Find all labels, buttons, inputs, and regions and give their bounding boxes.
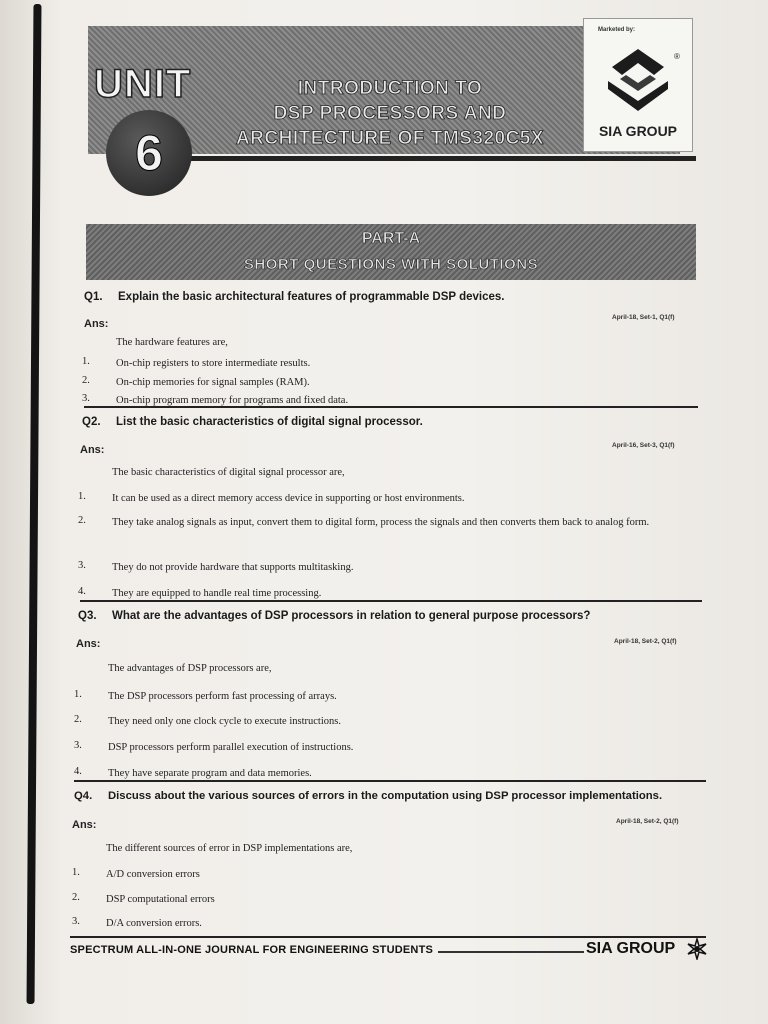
registered-mark: ® <box>674 52 680 61</box>
exam-reference: April-18, Set-1, Q1(f) <box>612 314 675 321</box>
unit-title <box>200 76 580 151</box>
question-1 <box>84 291 504 303</box>
footer-brand: SIA GROUP <box>586 940 676 957</box>
answer-label: Ans: <box>76 638 101 650</box>
question-3 <box>78 610 590 622</box>
unit-title-line-1: INTRODUCTION TO <box>297 78 483 99</box>
answer-label: Ans: <box>72 819 97 831</box>
question-2 <box>82 416 423 428</box>
logo-marketed-by: Marketed by: <box>598 27 636 33</box>
question-divider <box>80 600 702 602</box>
question-text: What are the advantages of DSP processors in relation to general purpose processors? <box>112 610 591 622</box>
exam-reference: April-18, Set-2, Q1(f) <box>614 638 677 645</box>
unit-number-badge <box>106 110 192 196</box>
answer-intro: The basic characteristics of digital signal processor are, <box>112 467 345 478</box>
question-4 <box>74 790 662 802</box>
question-number: Q2. <box>82 416 101 428</box>
logo-brand-text: SIA GROUP <box>598 123 678 139</box>
answer-label: Ans: <box>84 318 109 330</box>
unit-label: UNIT <box>94 62 192 106</box>
answer-label: Ans: <box>80 444 105 456</box>
unit-title-line-3: ARCHITECTURE OF TMS320C5X <box>235 128 545 149</box>
question-text: Discuss about the various sources of errors in the computation using DSP processor implementations. <box>108 790 663 802</box>
question-divider <box>84 406 698 408</box>
sia-emblem-icon <box>686 938 708 960</box>
publisher-logo <box>583 18 693 152</box>
question-number: Q1. <box>84 291 103 303</box>
question-text: List the basic characteristics of digital signal processor. <box>116 416 423 428</box>
question-divider <box>74 780 706 782</box>
part-title: PART-A <box>361 230 421 247</box>
unit-title-line-2: DSP PROCESSORS AND <box>273 103 507 124</box>
unit-number: 6 <box>135 125 163 181</box>
exam-reference: April-18, Set-2, Q1(f) <box>616 818 679 825</box>
footer-journal-title: SPECTRUM ALL-IN-ONE JOURNAL FOR ENGINEERING STUDENTS <box>70 944 434 956</box>
question-number: Q4. <box>74 790 93 802</box>
footer-rule <box>70 936 706 938</box>
sia-book-logo-icon <box>594 45 682 121</box>
question-text: Explain the basic architectural features of programmable DSP devices. <box>118 291 505 303</box>
answer-intro: The hardware features are, <box>116 337 228 348</box>
answer-intro: The advantages of DSP processors are, <box>108 663 272 674</box>
footer-dash-line <box>438 951 584 953</box>
part-a-banner <box>86 224 696 280</box>
answer-intro: The different sources of error in DSP implementations are, <box>106 843 353 854</box>
exam-reference: April-16, Set-3, Q1(f) <box>612 442 675 449</box>
question-number: Q3. <box>78 610 97 622</box>
header-underline <box>110 156 696 161</box>
part-subtitle: SHORT QUESTIONS WITH SOLUTIONS <box>243 256 539 273</box>
